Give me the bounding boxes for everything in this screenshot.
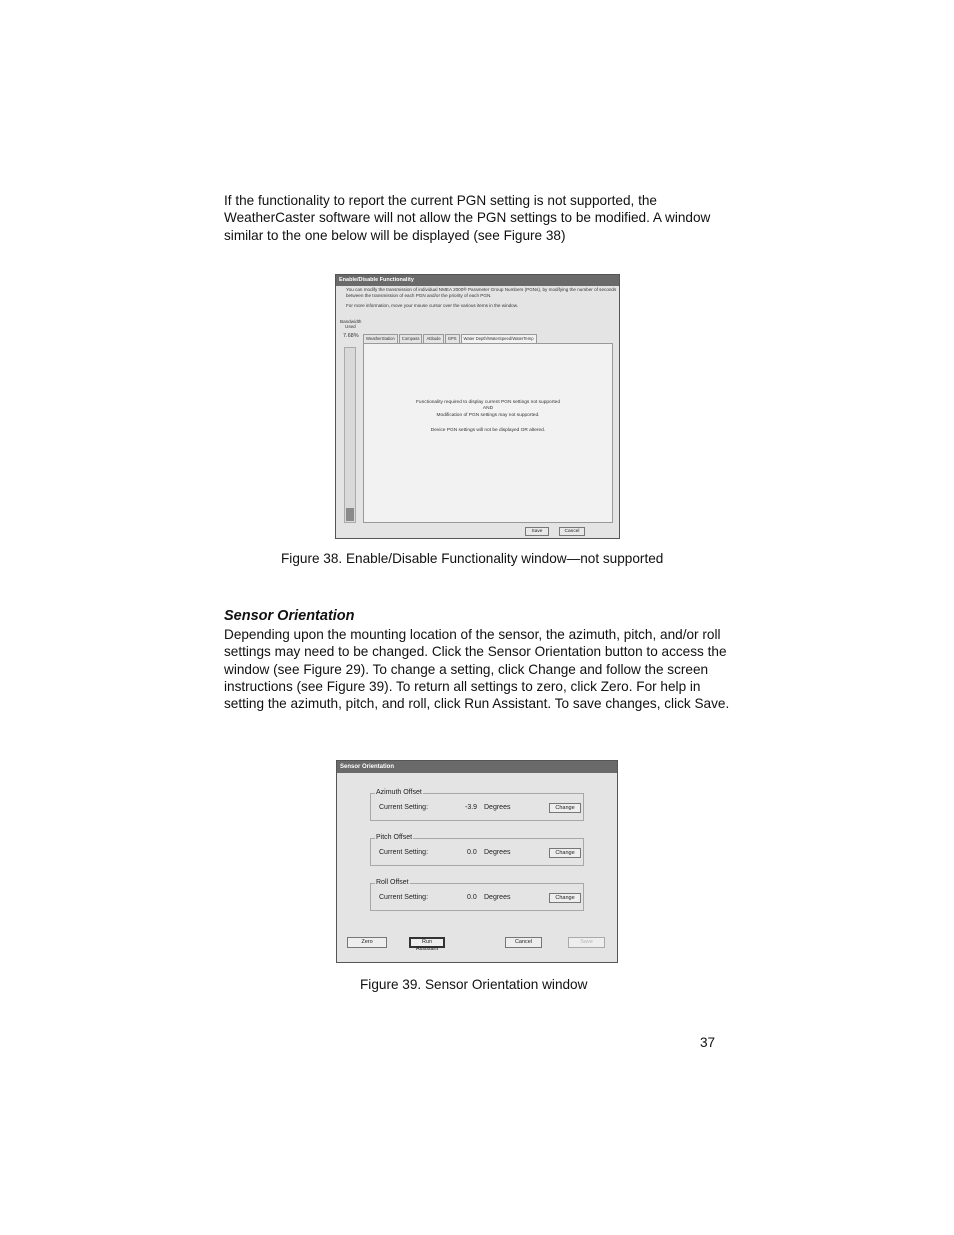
pitch-setting-unit: Degrees — [484, 849, 511, 856]
tab-water[interactable]: Water Depth/WaterSpeed/WaterTemp — [461, 334, 537, 343]
bandwidth-meter-fill — [346, 508, 354, 521]
sensor-orientation-window — [336, 760, 618, 963]
pitch-offset-group — [370, 834, 584, 866]
pitch-offset-legend: Pitch Offset — [376, 834, 413, 841]
azimuth-change-button[interactable]: Change — [549, 803, 581, 813]
cancel-button[interactable]: Cancel — [505, 937, 542, 948]
pitch-setting-value: 0.0 — [467, 849, 477, 856]
figure39-caption: Figure 39. Sensor Orientation window — [360, 977, 588, 992]
tab-attitude[interactable]: Attitude — [423, 334, 443, 343]
tab-compass[interactable]: Compass — [399, 334, 423, 343]
bandwidth-meter — [344, 347, 356, 523]
window-title: Sensor Orientation — [337, 761, 617, 773]
section-paragraph: Depending upon the mounting location of the sensor, the azimuth, pitch, and/or roll settings may need to be changed. Click the Sensor Orientation button to access the window (see Figure 29). To change a setting, click Change and follow the screen instructions (see Figure 39). To return all settings to zero, click Zero. For help in setting the azimuth, pitch, and roll, click Run Assistant. To save changes, click Save. — [224, 627, 730, 712]
intro-paragraph: If the functionality to report the current PGN setting is not supported, the WeatherCaster software will not allow the PGN settings to be modified. A window similar to the one below will be displayed (see Figure 38) — [224, 193, 711, 243]
section-heading: Sensor Orientation — [224, 608, 355, 624]
bandwidth-label: Bandwidth — [340, 319, 362, 324]
device-tabs — [363, 334, 538, 343]
enable-disable-window — [335, 274, 620, 539]
roll-offset-group — [370, 879, 584, 911]
save-button[interactable]: Save — [525, 527, 549, 536]
save-button[interactable]: Save — [568, 937, 605, 948]
window-description-line1: You can modify the transmission of individual NMEA 2000® Parameter Group Numbers (PGNs), by modifying the number of seconds — [346, 287, 617, 292]
roll-setting-label: Current Setting: — [379, 894, 429, 901]
tab-gps[interactable]: GPS — [445, 334, 460, 343]
azimuth-setting-value: -3.9 — [465, 804, 478, 811]
bandwidth-label-used: Used — [345, 324, 356, 329]
window-title: Enable/Disable Functionality — [336, 275, 619, 286]
window-description-line2: between the transmission of each PGN and/or the priority of each PGN. — [346, 293, 492, 298]
roll-setting-unit: Degrees — [484, 894, 511, 901]
zero-button[interactable]: Zero — [347, 937, 387, 948]
pitch-change-button[interactable]: Change — [549, 848, 581, 858]
tab-panel — [363, 343, 613, 523]
azimuth-setting-unit: Degrees — [484, 804, 511, 811]
pitch-setting-label: Current Setting: — [379, 849, 429, 856]
message-line3: Modification of PGN settings may not supported. — [436, 413, 540, 418]
page-number: 37 — [700, 1035, 716, 1050]
message-line2: AND — [482, 406, 494, 411]
message-line4: Device PGN settings will not be displayed OR altered. — [430, 428, 546, 433]
cancel-button[interactable]: Cancel — [559, 527, 585, 536]
azimuth-setting-label: Current Setting: — [379, 804, 429, 811]
figure38-caption: Figure 38. Enable/Disable Functionality window—not supported — [281, 551, 664, 566]
azimuth-offset-legend: Azimuth Offset — [376, 789, 422, 796]
message-line1: Functionality required to display current PGN settings not supported — [416, 400, 560, 405]
tab-weatherstation[interactable]: WeatherStation — [363, 334, 398, 343]
azimuth-offset-group — [370, 789, 584, 821]
roll-offset-legend: Roll Offset — [376, 879, 409, 886]
run-assistant-button[interactable]: Run Assistant — [409, 937, 445, 948]
window-description-line3: For more information, move your mouse cursor over the various items in the window. — [346, 303, 519, 308]
roll-change-button[interactable]: Change — [549, 893, 581, 903]
bandwidth-value: 7.68% — [343, 333, 359, 339]
roll-setting-value: 0.0 — [467, 894, 477, 901]
